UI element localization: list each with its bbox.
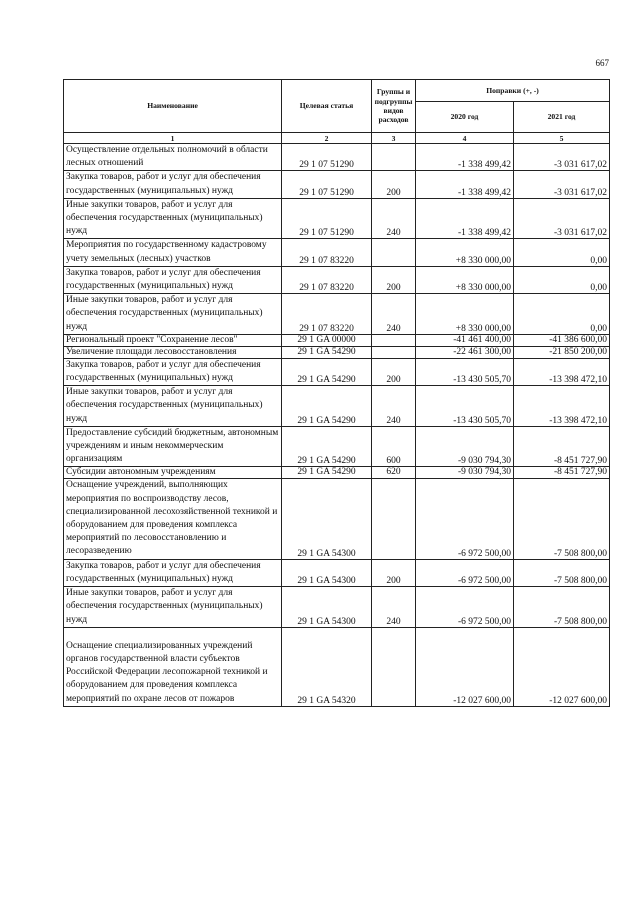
row-code: 29 1 GA 54290 (282, 467, 372, 479)
table-row (64, 559, 610, 586)
column-number: 4 (416, 133, 514, 144)
row-2021: -3 031 617,02 (514, 171, 610, 198)
row-name: Оснащение учреждений, выполняющих мероприятия по воспроизводству лесов, специализированной лесохозяйственной техникой и оборудованием для проведения комплекса мероприятий по лесовосстановлению и лесоразведению (64, 479, 282, 559)
row-group: 240 (372, 198, 416, 239)
row-2021: 0,00 (514, 294, 610, 335)
row-2020: -6 972 500,00 (416, 559, 514, 586)
row-code: 29 1 GA 54300 (282, 587, 372, 628)
row-code: 29 1 07 83220 (282, 239, 372, 266)
row-2020: -13 430 505,70 (416, 386, 514, 427)
row-name: Иные закупки товаров, работ и услуг для обеспечения государственных (муниципальных) нужд (64, 198, 282, 239)
row-group (372, 144, 416, 171)
row-2021: -7 508 800,00 (514, 587, 610, 628)
row-2020: -1 338 499,42 (416, 144, 514, 171)
row-name: Предоставление субсидий бюджетным, автономным учреждениям и иным некоммерческим организациям (64, 426, 282, 467)
row-2021: -13 398 472,10 (514, 386, 610, 427)
row-group: 200 (372, 559, 416, 586)
row-2020: -6 972 500,00 (416, 479, 514, 559)
header-amendments: Поправки (+, -) (416, 80, 610, 102)
table-row (64, 386, 610, 427)
table-row (64, 587, 610, 628)
row-group (372, 334, 416, 346)
row-code: 29 1 07 83220 (282, 266, 372, 293)
row-group (372, 479, 416, 559)
row-name: Иные закупки товаров, работ и услуг для обеспечения государственных (муниципальных) нужд (64, 386, 282, 427)
row-2020: +8 330 000,00 (416, 266, 514, 293)
column-number: 2 (282, 133, 372, 144)
row-code: 29 1 07 51290 (282, 198, 372, 239)
row-code: 29 1 GA 54290 (282, 426, 372, 467)
table-row (64, 358, 610, 385)
row-2020: -6 972 500,00 (416, 587, 514, 628)
row-2021: -3 031 617,02 (514, 144, 610, 171)
row-code: 29 1 GA 54290 (282, 386, 372, 427)
row-group: 200 (372, 171, 416, 198)
row-2021: 0,00 (514, 239, 610, 266)
header-name: Наименование (64, 80, 282, 133)
table-row (64, 198, 610, 239)
row-name: Иные закупки товаров, работ и услуг для обеспечения государственных (муниципальных) нужд (64, 294, 282, 335)
table-row (64, 294, 610, 335)
table-row (64, 171, 610, 198)
row-group (372, 346, 416, 358)
amendments-table (63, 79, 610, 707)
row-2021: -3 031 617,02 (514, 198, 610, 239)
column-number: 1 (64, 133, 282, 144)
table-row (64, 346, 610, 358)
row-2020: -13 430 505,70 (416, 358, 514, 385)
header-year-2021: 2021 год (514, 102, 610, 133)
row-group: 240 (372, 587, 416, 628)
row-code: 29 1 GA 54300 (282, 479, 372, 559)
row-2021: -41 386 600,00 (514, 334, 610, 346)
row-group: 600 (372, 426, 416, 467)
row-code: 29 1 GA 54290 (282, 346, 372, 358)
row-2020: -22 461 300,00 (416, 346, 514, 358)
row-code: 29 1 07 51290 (282, 144, 372, 171)
row-group (372, 239, 416, 266)
row-2020: -1 338 499,42 (416, 171, 514, 198)
column-number: 3 (372, 133, 416, 144)
row-2020: +8 330 000,00 (416, 294, 514, 335)
row-name: Осуществление отдельных полномочий в области лесных отношений (64, 144, 282, 171)
header-year-2020: 2020 год (416, 102, 514, 133)
row-group (372, 627, 416, 706)
row-name: Оснащение специализированных учреждений органов государственной власти субъектов Российской Федерации лесопожарной техникой и оборудованием для проведения комплекса мероприятий по охране лесов от пожаров (64, 627, 282, 706)
row-2020: -9 030 794,30 (416, 467, 514, 479)
row-name: Региональный проект "Сохранение лесов" (64, 334, 282, 346)
row-group: 240 (372, 294, 416, 335)
table-row (64, 627, 610, 706)
row-code: 29 1 GA 00000 (282, 334, 372, 346)
table-row (64, 479, 610, 559)
row-name: Закупка товаров, работ и услуг для обеспечения государственных (муниципальных) нужд (64, 358, 282, 385)
row-2021: -8 451 727,90 (514, 426, 610, 467)
row-2021: -7 508 800,00 (514, 559, 610, 586)
table-row (64, 334, 610, 346)
row-code: 29 1 GA 54300 (282, 559, 372, 586)
table-row (64, 467, 610, 479)
row-2021: -8 451 727,90 (514, 467, 610, 479)
table-row (64, 426, 610, 467)
header-target-article: Целевая статья (282, 80, 372, 133)
row-code: 29 1 GA 54320 (282, 627, 372, 706)
row-2020: -9 030 794,30 (416, 426, 514, 467)
column-number: 5 (514, 133, 610, 144)
table-row (64, 266, 610, 293)
row-name: Субсидии автономным учреждениям (64, 467, 282, 479)
row-group: 240 (372, 386, 416, 427)
row-group: 620 (372, 467, 416, 479)
page-number: 667 (595, 58, 609, 68)
row-2020: -41 461 400,00 (416, 334, 514, 346)
row-2021: -12 027 600,00 (514, 627, 610, 706)
row-name: Закупка товаров, работ и услуг для обеспечения государственных (муниципальных) нужд (64, 559, 282, 586)
row-2020: +8 330 000,00 (416, 239, 514, 266)
row-2021: 0,00 (514, 266, 610, 293)
row-2021: -7 508 800,00 (514, 479, 610, 559)
row-2021: -21 850 200,00 (514, 346, 610, 358)
row-name: Закупка товаров, работ и услуг для обеспечения государственных (муниципальных) нужд (64, 266, 282, 293)
row-group: 200 (372, 266, 416, 293)
row-group: 200 (372, 358, 416, 385)
row-code: 29 1 07 51290 (282, 171, 372, 198)
row-2020: -12 027 600,00 (416, 627, 514, 706)
row-code: 29 1 07 83220 (282, 294, 372, 335)
table-row (64, 239, 610, 266)
row-name: Закупка товаров, работ и услуг для обеспечения государственных (муниципальных) нужд (64, 171, 282, 198)
header-expense-groups: Группы и подгруппы видов расходов (372, 80, 416, 133)
row-name: Иные закупки товаров, работ и услуг для обеспечения государственных (муниципальных) нужд (64, 587, 282, 628)
row-name: Мероприятия по государственному кадастровому учету земельных (лесных) участков (64, 239, 282, 266)
row-name: Увеличение площади лесовосстановления (64, 346, 282, 358)
table-row (64, 144, 610, 171)
row-2021: -13 398 472,10 (514, 358, 610, 385)
column-number-row (64, 133, 610, 144)
row-2020: -1 338 499,42 (416, 198, 514, 239)
row-code: 29 1 GA 54290 (282, 358, 372, 385)
